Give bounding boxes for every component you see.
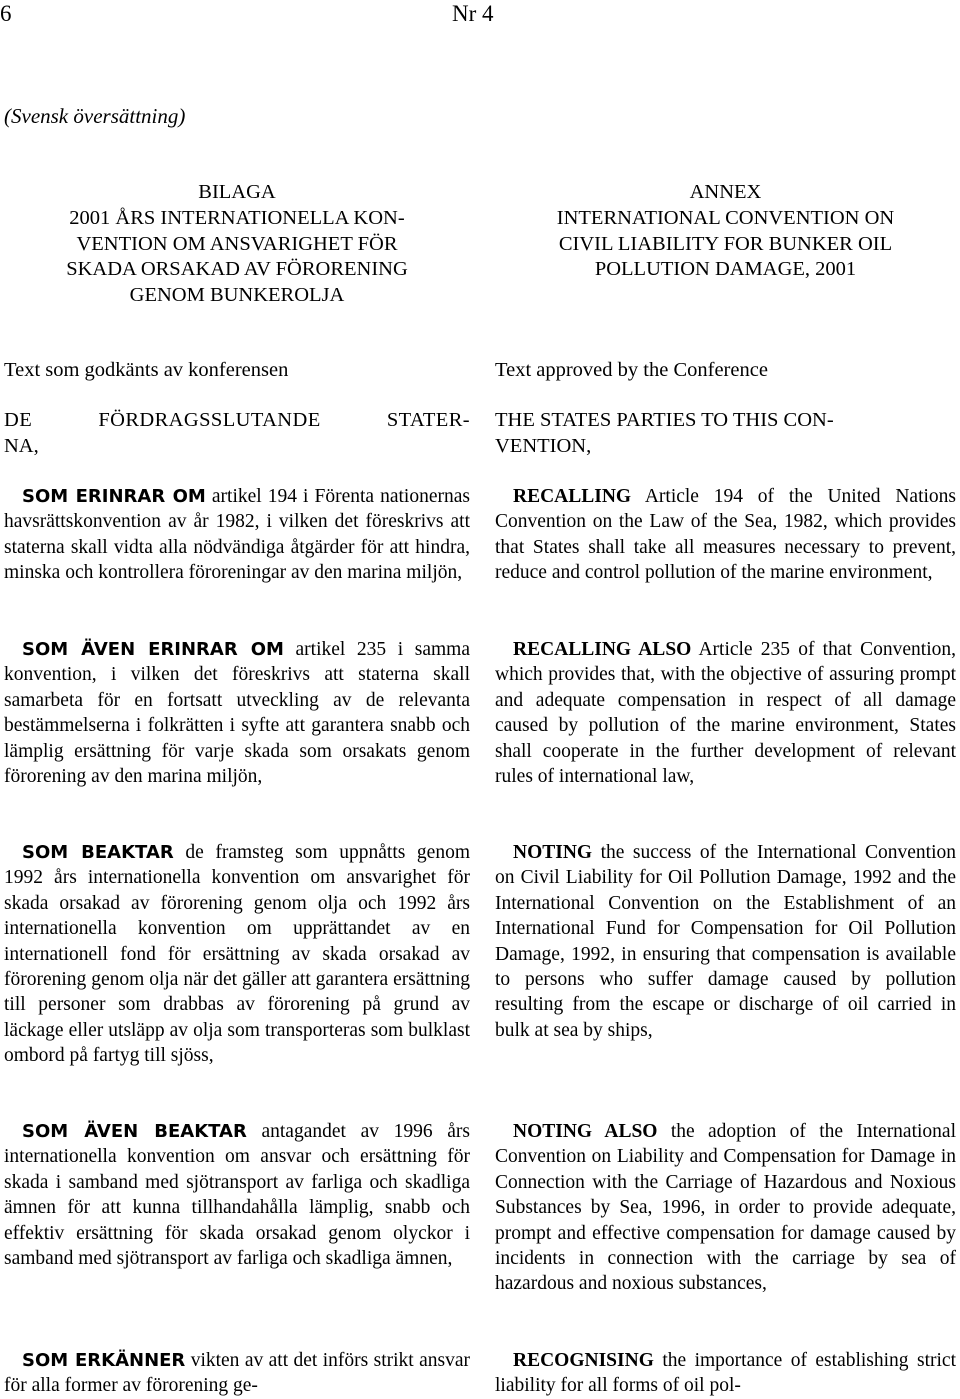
swedish-preamble-5 [4,1348,470,1399]
english-preamble-3 [495,840,956,1043]
swedish-paragraph-text: de framsteg som uppnåtts genom 1992 års internationella konvention om ansvarighet för skada orsakad av förorening genom olja och 1992 års internationella konvention om upprättandet av en internationell fond för ersättning av skada orsakad av förorening genom olja när det gäller att garantera ersättning till personer som drabbas av förorening på grund av läckage eller utsläpp av olja som transporteras som bulklast ombord på fartyg till sjöss, [4,842,470,1067]
translation-note: (Svensk översättning) [4,104,186,128]
swedish-keyword: SOM ÄVEN ERINRAR OM [22,639,284,660]
swedish-parties-heading [4,407,470,459]
english-preamble-4 [495,1119,956,1297]
english-keyword: RECALLING [513,486,632,507]
english-parties-heading [495,407,956,459]
english-paragraph-text: the success of the International Convention on Civil Liability for Oil Pollution Damage, 1992 and the International Convention on the Establishment of an International Fund for Compensation for Oil Pollution Damage, 1992, in ensuring that compensation is available to persons who suffer damage caused by pollution resulting from the escape or discharge of oil carried in bulk at sea by ships, [495,842,956,1041]
english-keyword: RECOGNISING [513,1350,654,1371]
swedish-keyword: SOM BEAKTAR [22,842,174,863]
english-annex-title [495,180,956,283]
english-preamble-1 [495,484,956,586]
english-annex-title-line: CIVIL LIABILITY FOR BUNKER OIL [558,232,893,255]
swedish-paragraph-text: vikten av att det införs strikt ansvar för alla former av förorening ge- [4,1350,471,1397]
swedish-annex-title-line: VENTION OM ANSVARIGHET FÖR [76,232,398,255]
swedish-keyword: SOM ERINRAR OM [22,486,206,507]
english-keyword: NOTING [513,842,593,863]
english-paragraph-text: the importance of establishing strict liability for all forms of oil pol- [495,1350,956,1397]
english-annex-title-line: INTERNATIONAL CONVENTION ON [556,206,895,229]
english-approved-note: Text approved by the Conference [495,359,768,381]
english-keyword: RECALLING ALSO [513,639,692,660]
swedish-preamble-3 [4,840,470,1069]
swedish-annex-title-line: BILAGA [198,181,276,203]
swedish-parties-line: DE FÖRDRAGSSLUTANDE STATER- [4,409,470,431]
english-preamble-5 [495,1348,956,1399]
english-preamble-2 [495,637,956,789]
page-number: 6 [0,1,12,26]
swedish-parties-line: NA, [4,435,39,457]
swedish-keyword: SOM ÄVEN BEAKTAR [22,1121,247,1142]
swedish-annex-title-line: SKADA ORSAKAD AV FÖRORENING [66,258,408,281]
english-parties-line: THE STATES PARTIES TO THIS CON- [495,409,834,431]
english-paragraph-text: Article 235 of that Convention, which provides that, with the objective of assuring prompt and adequate compensation in respect of all damage caused by pollution of the marine environment, States shall cooperate in the further development of relevant rules of international law, [495,639,956,788]
issue-number: Nr 4 [452,1,494,26]
english-annex-title-line: ANNEX [689,181,762,203]
english-parties-line: VENTION, [495,435,592,457]
english-keyword: NOTING ALSO [513,1121,658,1142]
swedish-annex-title-line: 2001 ÅRS INTERNATIONELLA KON- [69,206,405,229]
swedish-preamble-2 [4,637,470,789]
swedish-keyword: SOM ERKÄNNER [22,1350,186,1371]
swedish-preamble-4 [4,1119,470,1271]
swedish-annex-title-line: GENOM BUNKEROLJA [129,284,345,307]
english-paragraph-text: Article 194 of the United Nations Convention on the Law of the Sea, 1982, which provides that States shall take all measures necessary to prevent, reduce and control pollution of the marine environment, [495,486,956,584]
english-paragraph-text: the adoption of the International Convention on Liability and Compensation for Damage in Connection with the Carriage of Hazardous and Noxious Substances by Sea, 1996, in order to provide adequate, prompt and effective compensation for damage caused by incidents in connection with the carriage by sea of hazardous and noxious substances, [495,1121,956,1295]
swedish-annex-title [4,180,470,309]
swedish-preamble-1 [4,484,470,586]
english-annex-title-line: POLLUTION DAMAGE, 2001 [594,258,857,281]
swedish-paragraph-text: artikel 235 i samma konvention, i vilken det föreskrivs att staterna skall samarbeta för en fortsatt utveckling av de relevanta bestämmelserna i folkrätten i syfte att garantera snabb och lämplig ersättning för varje skada som orsakats genom förorening av den marina miljön, [4,639,470,788]
swedish-approved-note: Text som godkänts av konferensen [4,359,289,381]
swedish-paragraph-text: antagandet av 1996 års internationella konvention om ansvar och ersättning för skada i samband med sjötransport av farliga och skadliga ämnen för att kunna tillhandahålla lämplig, snabb och effektiv ersättning för skada orsakad genom olyckor i samband med sjötransport av farliga och skadliga ämnen, [4,1121,470,1270]
swedish-paragraph-text: artikel 194 i Förenta nationernas havsrättskonvention av år 1982, i vilken det föreskrivs att staterna skall vidta alla nödvändiga åtgärder för att hindra, minska och kontrollera föroreningar av den marina miljön, [4,486,470,584]
